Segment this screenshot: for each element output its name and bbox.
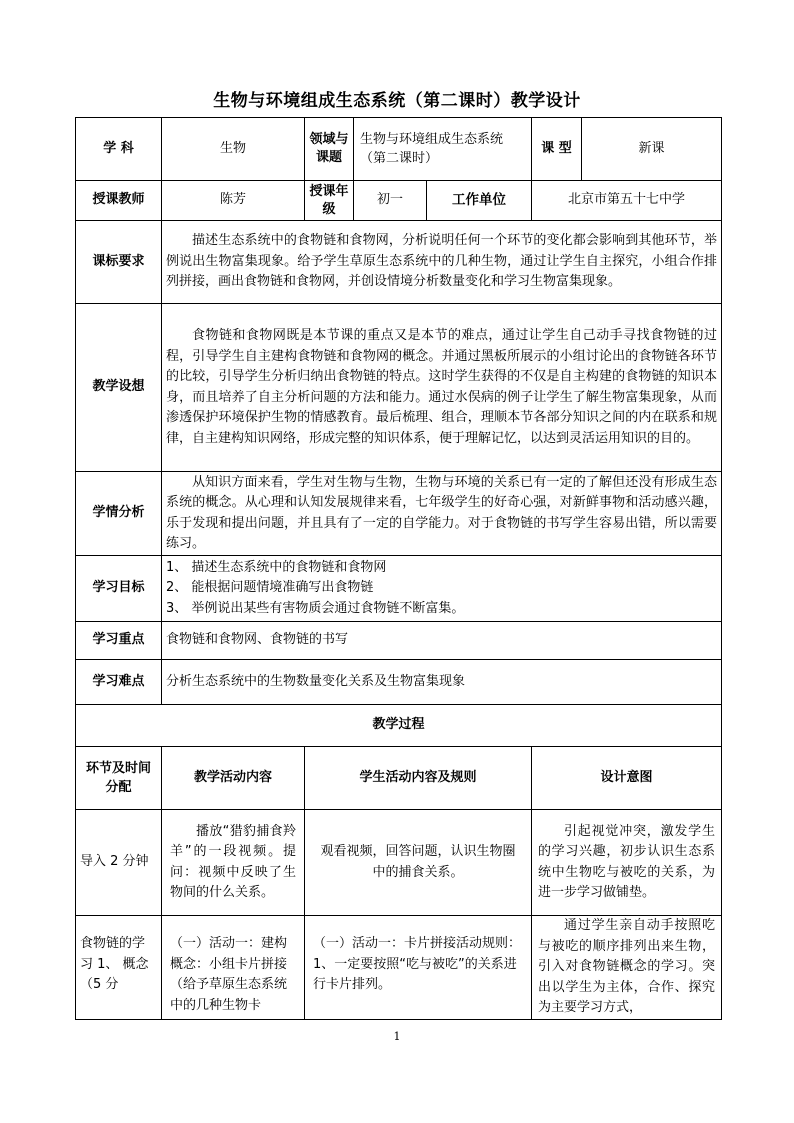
analysis-text: 从知识方面来看，学生对生物与生物，生物与环境的关系已有一定的了解但还没有形成生态系统的概念。从心理和认知发展规律来看，七年级学生的好奇心强，对新鲜事物和活动感兴趣，乐于发现和提出问题，并且具有了一定的自学能力。对于食物链的书写学生容易出错，所以需要练习。: [162, 472, 722, 556]
process-row: [76, 810, 722, 916]
grade-unit-cell: [354, 181, 532, 221]
process-header-row: [76, 747, 722, 810]
document-title: 生物与环境组成生态系统（第二课时）教学设计: [213, 91, 581, 111]
key-row: [76, 622, 722, 660]
goals-list: [162, 556, 722, 622]
analysis-row: [76, 472, 722, 556]
type-label: 课 型: [532, 118, 582, 181]
col-stage-header: 环节及时间分配: [76, 747, 162, 810]
idea-label: 教学设想: [76, 304, 162, 472]
key-label: 学习重点: [76, 622, 162, 660]
process-heading-row: [76, 705, 722, 747]
process-stage: 食物链的学习 1、 概念（5 分: [76, 916, 162, 1020]
process-row: [76, 916, 722, 1020]
header-row-2: [76, 181, 722, 221]
teacher-value: 陈芳: [162, 181, 305, 221]
process-teacher: 播放“猎豹捕食羚羊”的一段视频。提问：视频中反映了生物间的什么关系。: [162, 810, 305, 916]
goals-row: [76, 556, 722, 622]
subject-value: 生物: [162, 118, 305, 181]
goals-label: 学习目标: [76, 556, 162, 622]
unit-label: 工作单位: [452, 192, 506, 209]
standard-label: 课标要求: [76, 221, 162, 304]
process-intent: 通过学生亲自动手按照吃与被吃的顺序排列出来生物，引入对食物链概念的学习。突出以学生为主体，合作、探究为主要学习方式，: [532, 916, 722, 1020]
unit-value: 北京市第五十七中学: [532, 181, 722, 221]
process-student: （一）活动一：卡片拼接活动规则：1、一定要按照“吃与被吃”的关系进行卡片排列。: [305, 916, 532, 1020]
difficulty-row: [76, 660, 722, 705]
teacher-label: 授课教师: [76, 181, 162, 221]
process-teacher: （一）活动一：建构概念：小组卡片拼接（给予草原生态系统中的几种生物卡: [162, 916, 305, 1020]
col-teacher-header: 教学活动内容: [162, 747, 305, 810]
process-intent: 引起视觉冲突，激发学生的学习兴趣，初步认识生态系统中生物吃与被吃的关系，为进一步学习做铺垫。: [532, 810, 722, 916]
col-intent-header: 设计意图: [532, 747, 722, 810]
key-text: 食物链和食物网、食物链的书写: [162, 622, 722, 660]
difficulty-text: 分析生态系统中的生物数量变化关系及生物富集现象: [162, 660, 722, 705]
lesson-plan-table: [75, 117, 722, 1020]
topic-label: 领域与课题: [305, 118, 354, 181]
goal-item: 2、 能根据问题情境准确写出食物链: [166, 580, 374, 596]
idea-text: 食物链和食物网既是本节课的重点又是本节的难点，通过让学生自己动手寻找食物链的过程，引导学生自主建构食物链和食物网的概念。并通过黑板所展示的小组讨论出的食物链各环节的比较，引导学生分析归纳出食物链的特点。这时学生获得的不仅是自主构建的食物链的知识本身，而且培养了自主分析问题的方法和能力。通过水俣病的例子让学生了解生物富集现象，从而渗透保护环境保护生物的情感教育。最后梳理、组合，理顺本节各部分知识之间的内在联系和规律，自主建构知识网络，形成完整的知识体系，便于理解记忆，以达到灵活运用知识的目的。: [162, 304, 722, 472]
subject-label: 学 科: [76, 118, 162, 181]
standard-row: [76, 221, 722, 304]
goal-item: 3、 举例说出某些有害物质会通过食物链不断富集。: [166, 600, 465, 616]
analysis-label: 学情分析: [76, 472, 162, 556]
type-value: 新课: [582, 118, 722, 181]
difficulty-label: 学习难点: [76, 660, 162, 705]
header-row-1: [76, 118, 722, 181]
standard-text: 描述生态系统中的食物链和食物网，分析说明任何一个环节的变化都会影响到其他环节，举例说出生物富集现象。给予学生草原生态系统中的几种生物，通过让学生自主探究，小组合作排列拼接，画出食物链和食物网，并创设情境分析数量变化和学习生物富集现象。: [162, 221, 722, 304]
process-stage: 导入 2 分钟: [76, 810, 162, 916]
col-student-header: 学生活动内容及规则: [305, 747, 532, 810]
grade-value: 初一: [354, 181, 427, 220]
process-student: 观看视频，回答问题，认识生物圈中的捕食关系。: [305, 810, 532, 916]
topic-value: 生物与环境组成生态系统（第二课时）: [354, 118, 532, 181]
idea-row: [76, 304, 722, 472]
grade-label: 授课年级: [305, 181, 354, 221]
process-heading: 教学过程: [76, 705, 722, 747]
goal-item: 1、 描述生态系统中的食物链和食物网: [166, 559, 387, 575]
page-number: 1: [393, 1030, 401, 1043]
